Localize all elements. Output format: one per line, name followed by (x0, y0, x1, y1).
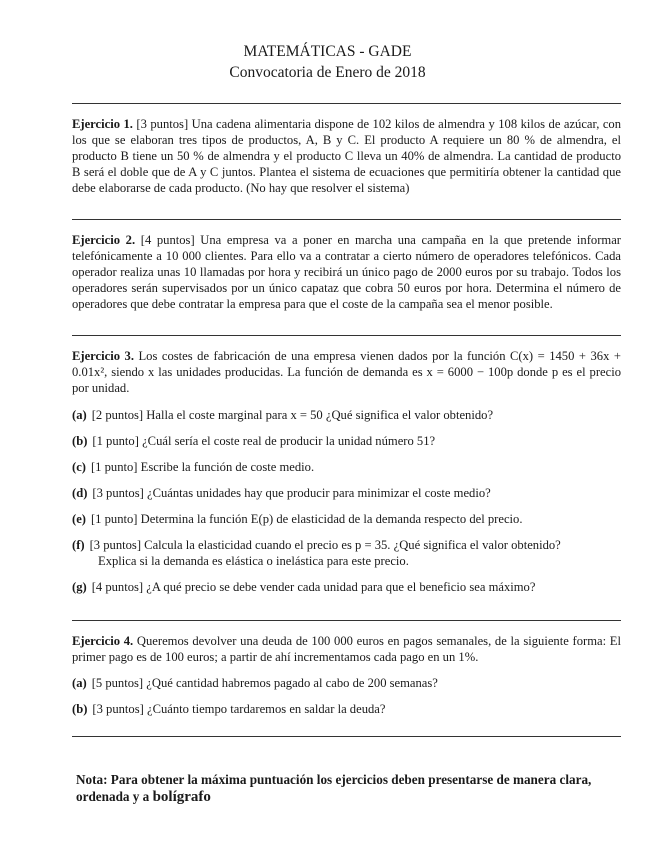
exercise-1-label: Ejercicio 1. (72, 117, 133, 131)
item-label: (e) (72, 512, 86, 526)
item-label: (c) (72, 460, 86, 474)
item-text: [4 puntos] ¿A qué precio se debe vender cada unidad para que el beneficio sea máximo? (91, 580, 536, 594)
item-text: [1 punto] ¿Cuál sería el coste real de producir la unidad número 51? (92, 434, 436, 448)
item-label: (a) (72, 408, 87, 422)
divider (72, 219, 621, 220)
exam-subtitle: Convocatoria de Enero de 2018 (229, 64, 426, 81)
exercise-3 (72, 348, 621, 396)
item-text-continuation: Explica si la demanda es elástica o inelástica para este precio. (98, 554, 409, 568)
exercise-3-item-b (72, 433, 621, 449)
item-text: [2 puntos] Halla el coste marginal para x = 50 ¿Qué significa el valor obtenido? (91, 408, 494, 422)
exam-note (76, 771, 621, 806)
item-text: [3 puntos] ¿Cuántas unidades hay que producir para minimizar el coste medio? (92, 486, 491, 500)
exam-title: MATEMÁTICAS - GADE (243, 43, 412, 60)
item-label: (f) (72, 538, 85, 552)
exercise-1-text: [3 puntos] Una cadena alimentaria dispone de 102 kilos de almendra y 108 kilos de azúcar, con los que se elaboran tres tipos de productos, A, B y C. El producto A requiere un 80 % de almendra, el producto B tiene un 50 % de almendra y el producto C lleva un 40% de almendra. La cantidad de producto B será el doble que de A y C juntos. Plantea el sistema de ecuaciones que permitiría obtener la cantidad que debe elaborarse de cada producto. (No hay que resolver el sistema) (72, 117, 622, 195)
exercise-3-label: Ejercicio 3. (72, 349, 134, 363)
exercise-1 (72, 116, 621, 196)
item-text: [1 punto] Determina la función E(p) de elasticidad de la demanda respecto del precio. (90, 512, 523, 526)
divider (72, 103, 621, 104)
exercise-3-item-e (72, 511, 621, 527)
exercise-2 (72, 232, 621, 312)
exercise-4-label: Ejercicio 4. (72, 634, 134, 648)
exercise-4-item-b (72, 701, 621, 717)
exercise-3-item-a (72, 407, 621, 423)
item-text: [3 puntos] ¿Cuánto tiempo tardaremos en saldar la deuda? (92, 702, 386, 716)
exercise-2-label: Ejercicio 2. (72, 233, 136, 247)
item-label: (b) (72, 702, 88, 716)
exercise-4 (72, 633, 621, 665)
exercise-3-item-f (72, 537, 621, 569)
exercise-3-item-d (72, 485, 621, 501)
exercise-3-text: Los costes de fabricación de una empresa vienen dados por la función C(x) = 1450 + 36x + 0.01x², siendo x las unidades producidas. La función de demanda es x = 6000 − 100p donde p es el precio por unidad. (72, 349, 621, 395)
exercise-2-text: [4 puntos] Una empresa va a poner en marcha una campaña en la que pretende informar telefónicamente a 10 000 clientes. Para ello va a contratar a cierto número de operadores telefónicos. Cada operador realiza unas 10 llamadas por hora y recibirá un único pago de 2000 euros por su trabajo. Todos los operadores serán supervisados por un único capataz que cobra 50 euros por hora. Determina el número de operadores que debe contratar la empresa para que el coste de la campaña sea el menor posible. (72, 233, 621, 311)
exercise-3-item-c (72, 459, 621, 475)
note-emphasis: bolígrafo (152, 789, 211, 805)
item-label: (a) (72, 676, 87, 690)
divider (72, 620, 621, 621)
item-text: [3 puntos] Calcula la elasticidad cuando el precio es p = 35. ¿Qué significa el valor obtenido? (89, 538, 561, 552)
item-text: [5 puntos] ¿Qué cantidad habremos pagado al cabo de 200 semanas? (91, 676, 438, 690)
exercise-4-text: Queremos devolver una deuda de 100 000 euros en pagos semanales, de la siguiente forma: El primer pago es de 100 euros; a partir de ahí incrementamos cada pago en un 1%. (72, 634, 621, 664)
note-text: Nota: Para obtener la máxima puntuación los ejercicios deben presentarse de manera clara, ordenada y a (76, 772, 592, 804)
item-text: [1 punto] Escribe la función de coste medio. (90, 460, 315, 474)
item-label: (b) (72, 434, 88, 448)
item-label: (g) (72, 580, 87, 594)
divider (72, 736, 621, 737)
item-label: (d) (72, 486, 88, 500)
exercise-4-item-a (72, 675, 621, 691)
exercise-3-item-g (72, 579, 621, 595)
divider (72, 335, 621, 336)
